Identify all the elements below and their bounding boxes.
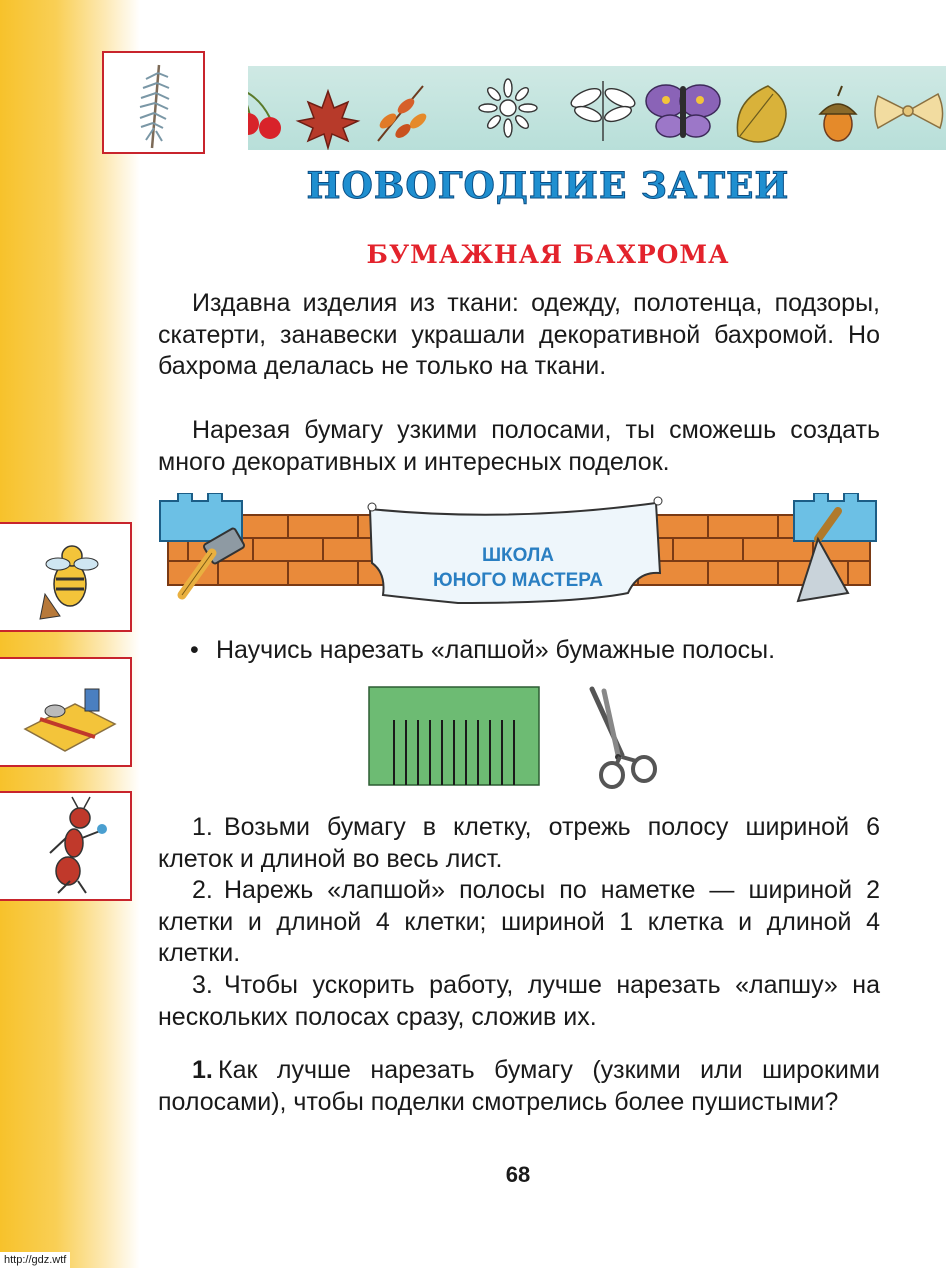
pasta-bow-icon: [875, 94, 943, 128]
pine-branch-icon: [104, 53, 203, 152]
leaf-branch-icon: [377, 86, 429, 141]
question-1: [158, 1055, 880, 1118]
question-number: 1.: [192, 1056, 213, 1084]
watermark-link[interactable]: http://gdz.wtf: [0, 1252, 70, 1268]
corner-icon-box: [102, 51, 205, 154]
step-3: [158, 970, 880, 1033]
acorn-icon: [820, 86, 856, 141]
craft-tools-icon: [0, 659, 130, 765]
step-2: [158, 875, 880, 970]
butterfly-icon: [646, 85, 720, 138]
cherry-icon: [248, 88, 281, 139]
step-1-number: 1.: [192, 813, 213, 841]
step-3-number: 3.: [192, 971, 213, 999]
step-2-text: Нарежь «лапшой» полосы по наметке — шириной 2 клетки и длиной 4 клетки; шириной 1 клетка и длиной 4 клетки.: [158, 876, 880, 967]
step-1-text: Возьми бумагу в клетку, отрежь полосу шириной 6 клеток и длиной во весь лист.: [158, 813, 880, 873]
left-margin-band: [0, 0, 140, 1268]
step-3-text: Чтобы ускорить работу, лучше нарезать «лапшу» на нескольких полосах сразу, сложив их.: [158, 971, 880, 1031]
fringed-paper-illustration: [368, 686, 540, 786]
page-title: НОВОГОДНИЕ ЗАТЕИ: [306, 165, 790, 207]
page-number: 68: [505, 1162, 531, 1187]
ant-craftsman-icon: [0, 793, 130, 899]
side-box-bee: [0, 522, 132, 632]
school-banner: [158, 493, 880, 608]
maple-leaf-icon: [298, 91, 358, 148]
seed-flower-icon: [479, 79, 537, 137]
birch-leaf-icon: [737, 86, 786, 142]
side-box-ant: [0, 791, 132, 901]
school-banner-line2: ЮНОГО МАСТЕРА: [433, 570, 603, 591]
step-2-number: 2.: [192, 876, 213, 904]
dragonfly-icon: [569, 81, 638, 141]
question-text: Как лучше нарезать бумагу (узкими или широкими полосами), чтобы поделки смотрелись более пушистыми?: [158, 1056, 880, 1116]
step-1: [158, 812, 880, 875]
bullet-marker: •: [190, 636, 199, 664]
side-box-tools: [0, 657, 132, 767]
nature-materials-banner: [248, 66, 946, 150]
section-subtitle: БУМАЖНАЯ БАХРОМА: [366, 240, 730, 269]
bullet-instruction: [190, 635, 880, 666]
bullet-text: Научись нарезать «лапшой» бумажные полосы.: [216, 636, 776, 664]
scissors-icon: [582, 685, 662, 793]
intro-paragraph-1: Издавна изделия из ткани: одежду, полотенца, подзоры, скатерти, занавески украшали декоративной бахромой. Но бахрома делалась не только на ткани.: [158, 289, 880, 380]
bee-with-basket-icon: [0, 524, 130, 630]
school-banner-line1: ШКОЛА: [481, 545, 555, 566]
intro-paragraph-2: Нарезая бумагу узкими полосами, ты сможешь создать много декоративных и интересных поделок.: [158, 416, 880, 476]
